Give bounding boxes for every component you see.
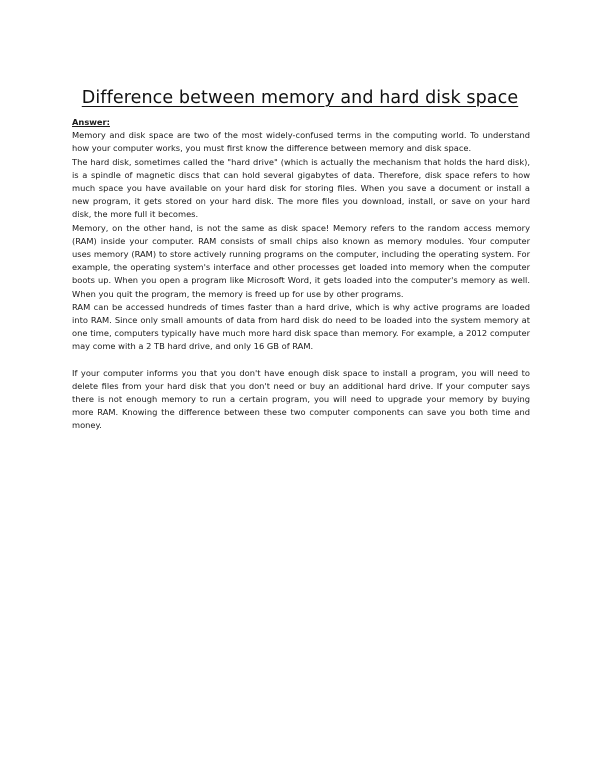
paragraph-ram-speed: RAM can be accessed hundreds of times faster than a hard drive, which is why active programs are loaded into RAM. Since only small amounts of data from hard disk do need to be loaded into the system memory at one time, computers typically have much more hard disk space than memory. For example, a 2012 computer may come with a 2 TB hard drive, and only 16 GB of RAM. <box>72 301 530 352</box>
paragraph-intro: Memory and disk space are two of the most widely-confused terms in the computing world. To understand how your computer works, you must first know the difference between memory and disk space. <box>72 130 530 154</box>
paragraph-conclusion: If your computer informs you that you don't have enough disk space to install a program, you will need to delete files from your hard disk that you don't need or buy an additional hard drive. If your computer says there is not enough memory to run a certain program, you will need to upgrade your memory by buying more RAM. Knowing the difference between these two computer components can save you both time and money. <box>72 367 530 431</box>
paragraph-hard-disk: The hard disk, sometimes called the "hard drive" (which is actually the mechanism that holds the hard disk), is a spindle of magnetic discs that can hold several gigabytes of data. Therefore, disk space refers to how much space you have available on your hard disk for storing files. When you save a document or install a new program, it gets stored on your hard disk. The more files you download, install, or save on your hard disk, the more full it becomes. <box>72 156 530 220</box>
answer-label: Answer: <box>72 117 110 127</box>
document-body <box>72 116 530 433</box>
page-title: Difference between memory and hard disk space <box>81 88 519 108</box>
paragraph-memory: Memory, on the other hand, is not the same as disk space! Memory refers to the random access memory (RAM) inside your computer. RAM consists of small chips also known as memory modules. Your computer uses memory (RAM) to store actively running programs on the computer, including the operating system. For example, the operating system's interface and other processes get loaded into memory when the computer boots up. When you open a program like Microsoft Word, it gets loaded into the computer's memory as well. When you quit the program, the memory is freed up for use by other programs. <box>72 222 530 299</box>
